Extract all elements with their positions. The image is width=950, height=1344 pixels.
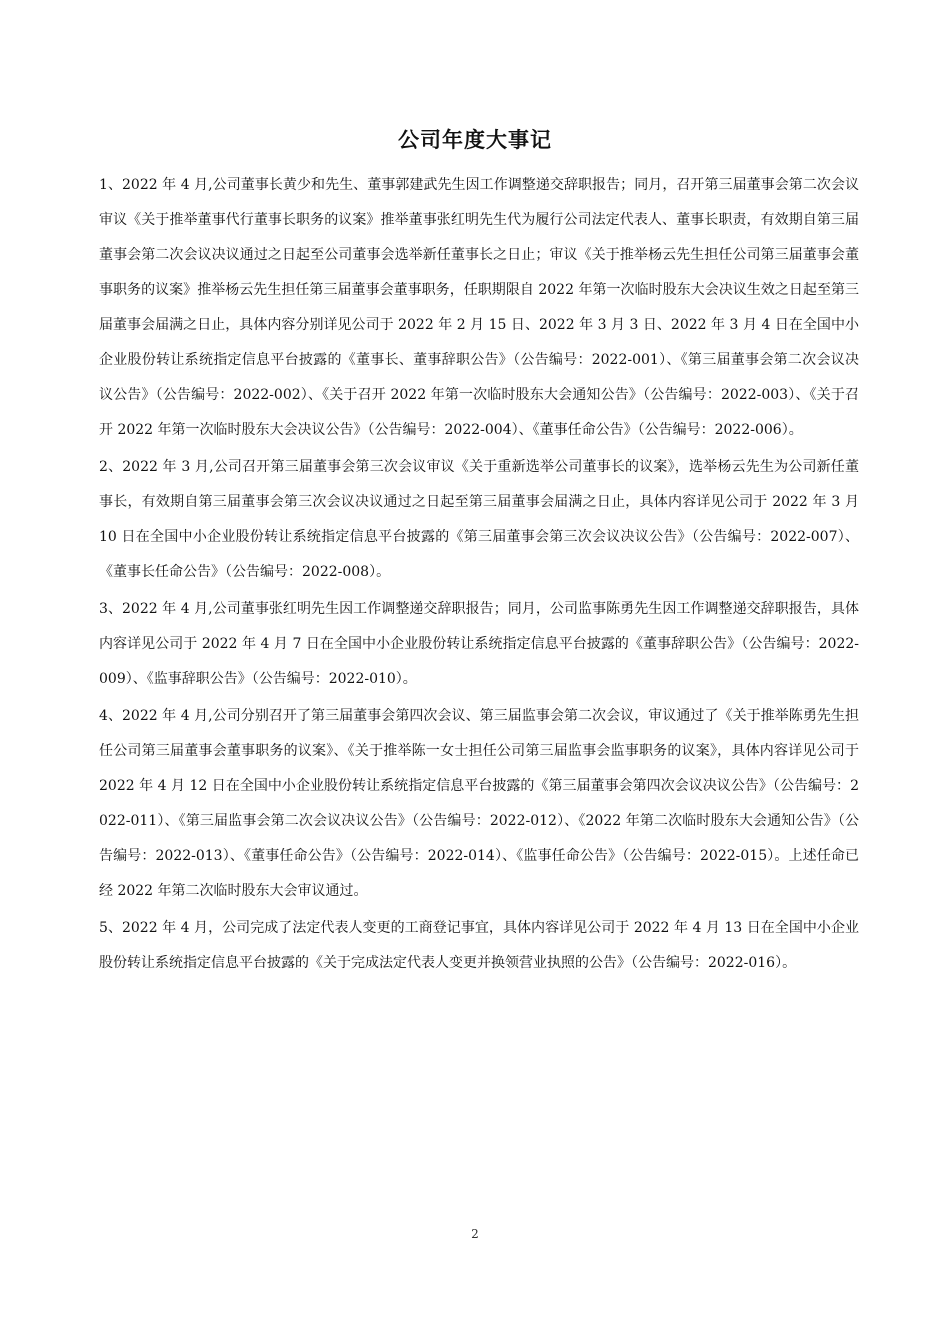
event-paragraph-4: 4、2022 年 4 月,公司分别召开了第三届董事会第四次会议、第三届监事会第二次会议，审议通过了《关于推举陈勇先生担任公司第三届董事会董事职务的议案》、《关于推举陈一女士担任公司第三届监事会监事职务的议案》，具体内容详见公司于 2022 年 4 月 12 日在全国中小企业股份转让系统指定信息平台披露的《第三届董事会第四次会议决议公告》（公告编号：2022-011）、《第三届监事会第二次会议决议公告》（公告编号：2022-012）、《2022 年第二次临时股东大会通知公告》（公告编号：2022-013）、《董事任命公告》（公告编号：2022-014）、《监事任命公告》（公告编号：2022-015）。上述任命已经 2022 年第二次临时股东大会审议通过。 <box>99 708 859 899</box>
event-paragraph-1: 1、2022 年 4 月,公司董事长黄少和先生、董事郭建武先生因工作调整递交辞职报告；同月，召开第三届董事会第二次会议审议《关于推举董事代行董事长职务的议案》推举董事张红明先生代为履行公司法定代表人、董事长职责，有效期自第三届董事会第二次会议决议通过之日起至公司董事会选举新任董事长之日止；审议《关于推举杨云先生担任公司第三届董事会董事职务的议案》推举杨云先生担任第三届董事会董事职务，任职期限自 2022 年第一次临时股东大会决议生效之日起至第三届董事会届满之日止，具体内容分别详见公司于 2022 年 2 月 15 日、2022 年 3 月 3 日、2022 年 3 月 4 日在全国中小企业股份转让系统指定信息平台披露的《董事长、董事辞职公告》（公告编号：2022-001）、《第三届董事会第二次会议决议公告》（公告编号：2022-002）、《关于召开 2022 年第一次临时股东大会通知公告》（公告编号：2022-003）、《关于召开 2022 年第一次临时股东大会决议公告》（公告编号：2022-004）、《董事任命公告》（公告编号：2022-006）。 <box>99 177 859 438</box>
page-title: 公司年度大事记 <box>398 128 552 152</box>
page-number: 2 <box>471 1227 479 1241</box>
event-paragraph-2: 2、2022 年 3 月,公司召开第三届董事会第三次会议审议《关于重新选举公司董事长的议案》，选举杨云先生为公司新任董事长，有效期自第三届董事会第三次会议决议通过之日起至第三届董事会届满之日止，具体内容详见公司于 2022 年 3 月 10 日在全国中小企业股份转让系统指定信息平台披露的《第三届董事会第三次会议决议公告》（公告编号：2022-007）、《董事长任命公告》（公告编号：2022-008）。 <box>99 459 859 580</box>
event-paragraph-5: 5、2022 年 4 月，公司完成了法定代表人变更的工商登记事宜，具体内容详见公司于 2022 年 4 月 13 日在全国中小企业股份转让系统指定信息平台披露的《关于完成法定代表人变更并换领营业执照的公告》（公告编号：2022-016）。 <box>99 920 859 971</box>
document-body <box>99 168 859 983</box>
event-paragraph-3: 3、2022 年 4 月,公司董事张红明先生因工作调整递交辞职报告；同月，公司监事陈勇先生因工作调整递交辞职报告，具体内容详见公司于 2022 年 4 月 7 日在全国中小企业股份转让系统指定信息平台披露的《董事辞职公告》（公告编号：2022-009）、《监事辞职公告》（公告编号：2022-010）。 <box>99 601 859 687</box>
